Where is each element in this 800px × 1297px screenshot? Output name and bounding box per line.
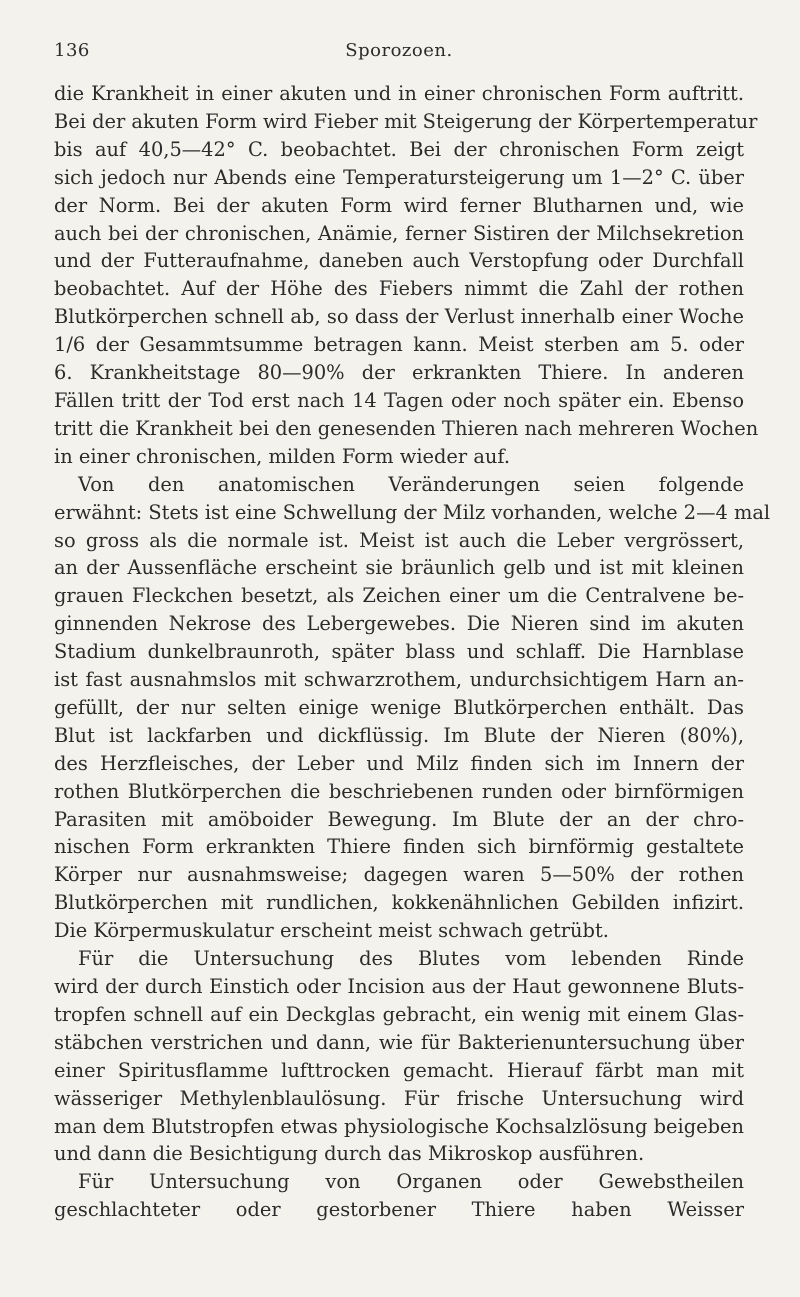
text-line: Für die Untersuchung des Blutes vom lebenden Rinde bbox=[78, 947, 744, 971]
text-line: ginnenden Nekrose des Lebergewebes. Die Nieren sind im akuten bbox=[54, 612, 744, 636]
text-line: 6. Krankheitstage 80—90% der erkrankten Thiere. In anderen bbox=[54, 361, 744, 385]
text-line: in einer chronischen, milden Form wieder auf. bbox=[54, 444, 511, 468]
text-line: tritt die Krankheit bei den genesenden Thieren nach mehreren Wochen bbox=[54, 416, 759, 440]
text-line: so gross als die normale ist. Meist ist auch die Leber vergrössert, bbox=[54, 528, 744, 552]
body-text bbox=[54, 80, 771, 1224]
text-line: Bei der akuten Form wird Fieber mit Steigerung der Körpertemperatur bbox=[54, 109, 758, 133]
text-line: wässeriger Methylenblaulösung. Für frische Untersuchung wird bbox=[54, 1086, 744, 1110]
text-line: rothen Blutkörperchen die beschriebenen runden oder birnförmigen bbox=[54, 779, 744, 803]
text-line: Die Körpermuskulatur erscheint meist schwach getrübt. bbox=[54, 919, 609, 943]
text-line: Stadium dunkelbraunroth, später blass und schlaff. Die Harnblase bbox=[54, 640, 744, 664]
text-line: wird der durch Einstich oder Incision aus der Haut gewonnene Bluts- bbox=[54, 975, 744, 998]
text-line: Für Untersuchung von Organen oder Gewebstheilen bbox=[78, 1170, 744, 1194]
text-line: an der Aussenfläche erscheint sie bräunlich gelb und ist mit kleinen bbox=[54, 556, 744, 580]
text-line: Körper nur ausnahmsweise; dagegen waren 5—50% der rothen bbox=[54, 863, 744, 887]
text-line: ist fast ausnahmslos mit schwarzrothem, undurchsichtigem Harn an- bbox=[54, 668, 744, 692]
text-line: Blutkörperchen schnell ab, so dass der Verlust innerhalb einer Woche bbox=[54, 305, 744, 329]
text-line: erwähnt: Stets ist eine Schwellung der Milz vorhanden, welche 2—4 mal bbox=[54, 500, 771, 524]
text-line: und der Futteraufnahme, daneben auch Verstopfung oder Durchfall bbox=[54, 249, 744, 273]
text-line: nischen Form erkrankten Thiere finden sich birnförmig gestaltete bbox=[54, 835, 744, 859]
text-line: stäbchen verstrichen und dann, wie für Bakterienuntersuchung über bbox=[54, 1030, 744, 1054]
book-page bbox=[54, 40, 771, 1224]
text-line: und dann die Besichtigung durch das Mikroskop ausführen. bbox=[54, 1142, 645, 1166]
text-line: gefüllt, der nur selten einige wenige Blutkörperchen enthält. Das bbox=[54, 695, 744, 719]
text-line: bis auf 40,5—42° C. beobachtet. Bei der chronischen Form zeigt bbox=[54, 137, 744, 161]
page-number: 136 bbox=[54, 40, 90, 61]
text-line: auch bei der chronischen, Anämie, ferner Sistiren der Milchsekretion bbox=[54, 221, 744, 245]
text-line: sich jedoch nur Abends eine Temperatursteigerung um 1—2° C. über bbox=[54, 165, 744, 189]
text-line: des Herzfleisches, der Leber und Milz finden sich im Innern der bbox=[54, 751, 744, 775]
text-line: Fällen tritt der Tod erst nach 14 Tagen oder noch später ein. Ebenso bbox=[54, 388, 744, 412]
running-title: Sporozoen. bbox=[345, 40, 453, 61]
text-line: Blutkörperchen mit rundlichen, kokkenähnlichen Gebilden infizirt. bbox=[54, 891, 744, 915]
text-line: geschlachteter oder gestorbener Thiere haben Weisser bbox=[54, 1198, 744, 1222]
text-line: 1/6 der Gesammtsumme betragen kann. Meist sterben am 5. oder bbox=[54, 333, 744, 357]
text-line: grauen Fleckchen besetzt, als Zeichen einer um die Centralvene be- bbox=[54, 584, 744, 608]
text-line: man dem Blutstropfen etwas physiologische Kochsalzlösung beigeben bbox=[54, 1114, 744, 1138]
text-line: beobachtet. Auf der Höhe des Fiebers nimmt die Zahl der rothen bbox=[54, 277, 744, 301]
text-line: Parasiten mit amöboider Bewegung. Im Blute der an der chro- bbox=[54, 807, 744, 831]
text-line: tropfen schnell auf ein Deckglas gebracht, ein wenig mit einem Glas- bbox=[54, 1002, 744, 1026]
running-head bbox=[54, 40, 744, 80]
text-line: Blut ist lackfarben und dickflüssig. Im Blute der Nieren (80%), bbox=[54, 723, 744, 747]
text-line: die Krankheit in einer akuten und in einer chronischen Form auftritt. bbox=[54, 82, 744, 105]
text-line: der Norm. Bei der akuten Form wird ferner Blutharnen und, wie bbox=[54, 193, 744, 217]
text-line: einer Spiritusflamme lufttrocken gemacht. Hierauf färbt man mit bbox=[54, 1058, 744, 1082]
text-line: Von den anatomischen Veränderungen seien folgende bbox=[78, 472, 744, 496]
